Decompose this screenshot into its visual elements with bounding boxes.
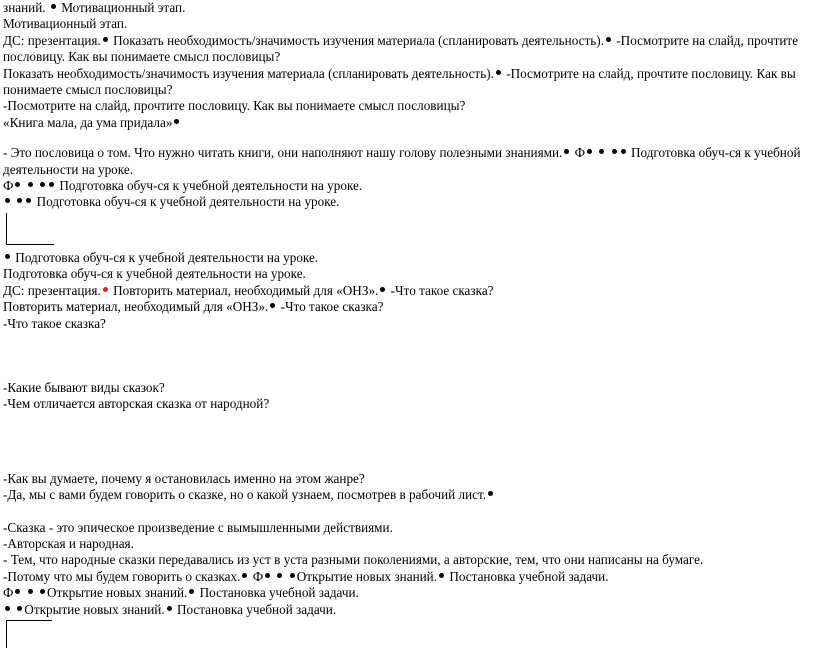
text-fragment: Ф [3, 178, 14, 194]
text-line [3, 487, 809, 503]
text-fragment: Постановка учебной задачи. [199, 585, 359, 601]
text-line [3, 471, 809, 487]
bullet-icon [5, 254, 10, 259]
bullet-icon [28, 589, 33, 594]
bullet-icon [28, 182, 33, 187]
text-fragment: - Тем, что народные сказки передавались из уст в уста разными поколениями, а авторские, тем, что они написаны на бумаге. [3, 552, 704, 568]
text-fragment: -Потому что мы будем говорить о сказках. [3, 568, 241, 584]
text-line [3, 283, 809, 299]
text-paragraph [3, 145, 809, 178]
text-fragment: Ф [574, 145, 586, 161]
text-line [3, 316, 809, 332]
text-fragment: -Как вы думаете, почему я остановилась именно на этом жанре? [3, 470, 365, 486]
text-fragment: Подготовка обуч-ся к учебной деятельности на уроке. [36, 194, 340, 210]
text-fragment: -Что такое сказка? [3, 315, 106, 331]
bullet-icon [51, 4, 56, 9]
bullet-icon [174, 119, 179, 124]
bullet-icon [40, 589, 45, 594]
text-fragment: -Посмотрите на слайд, прочтите пословицу. Как вы понимаете смысл пословицы? [3, 65, 796, 98]
text-fragment: Подготовка обуч-ся к учебной деятельности на уроке. [59, 178, 363, 194]
text-fragment: Ф [252, 568, 264, 584]
bullet-icon [496, 70, 501, 75]
bullet-icon [5, 198, 10, 203]
text-line [3, 380, 809, 396]
text-fragment: Повторить материал, необходимый для «ОНЗ». [113, 282, 379, 298]
text-line [3, 194, 809, 210]
empty-frame [3, 213, 809, 250]
text-fragment: -Посмотрите на слайд, прочтите пословицу. Как вы понимаете смысл пословицы? [3, 32, 799, 65]
text-line [3, 585, 809, 601]
bullet-icon [439, 573, 444, 578]
bullet-icon [167, 606, 172, 611]
bullet-icon [15, 589, 20, 594]
proverb-quote: «Книга мала, да ума придала» [3, 114, 173, 130]
text-line [3, 0, 809, 16]
text-fragment: ДС: презентация. [3, 32, 101, 48]
text-line [3, 552, 809, 568]
bullet-icon [277, 573, 282, 578]
bullet-icon [17, 606, 22, 611]
text-fragment: Подготовка обуч-ся к учебной деятельности на уроке. [3, 145, 801, 177]
bullet-icon [189, 589, 194, 594]
document-body [3, 0, 809, 648]
bullet-icon [242, 573, 247, 578]
empty-frame [3, 618, 809, 648]
bullet-icon [17, 198, 22, 203]
text-fragment: Подготовка обуч-ся к учебной деятельности на уроке. [3, 266, 306, 282]
text-line [3, 602, 809, 618]
red-bullet-icon [103, 287, 108, 292]
text-paragraph [3, 66, 809, 99]
bullet-icon [26, 198, 31, 203]
text-line [3, 178, 809, 194]
text-fragment: -Да, мы с вами будем говорить о сказке, но о какой узнаем, посмотрев в рабочий лист. [3, 487, 487, 503]
bullet-icon [380, 287, 385, 292]
text-fragment: ДС: презентация. [3, 282, 101, 298]
text-fragment: -Чем отличается авторская сказка от народной? [3, 396, 270, 412]
bullet-icon [621, 149, 626, 154]
text-fragment: -Авторская и народная. [3, 535, 134, 551]
text-line [3, 299, 809, 315]
text-line [3, 266, 809, 282]
bullet-icon [103, 37, 108, 42]
bullet-icon [488, 491, 493, 496]
bullet-icon [587, 149, 592, 154]
text-fragment: Показать необходимость/значимость изучения материала (спланировать деятельность). [3, 65, 494, 81]
text-line [3, 520, 809, 536]
text-fragment: - Это пословица о том. Что нужно читать книги, они наполняют нашу голову полезными знаниями. [3, 145, 563, 161]
bullet-icon [40, 182, 45, 187]
text-line [3, 396, 809, 412]
text-line [3, 16, 809, 32]
text-fragment: Мотивационный этап. [61, 0, 186, 15]
text-fragment: -Что такое сказка? [280, 299, 384, 315]
bullet-icon [612, 149, 617, 154]
bullet-icon [270, 303, 275, 308]
text-paragraph [3, 33, 809, 66]
text-fragment: -Сказка - это эпическое произведение с вымышленными действиями. [3, 519, 393, 535]
text-fragment: Подготовка обуч-ся к учебной деятельности на уроке. [15, 249, 319, 265]
text-fragment: Открытие новых знаний. [47, 585, 188, 601]
text-fragment: -Какие бывают виды сказок? [3, 379, 165, 395]
text-fragment: Повторить материал, необходимый для «ОНЗ». [3, 299, 269, 315]
text-fragment: Постановка учебной задачи. [176, 601, 337, 617]
bullet-icon [15, 182, 20, 187]
text-fragment: Открытие новых знаний. [24, 601, 165, 617]
text-line [3, 569, 809, 585]
bullet-icon [599, 149, 604, 154]
text-fragment: Открытие новых знаний. [296, 568, 438, 584]
text-line [3, 98, 809, 114]
text-fragment: -Посмотрите на слайд, прочтите пословицу. Как вы понимаете смысл пословицы? [3, 98, 466, 114]
text-fragment: Постановка учебной задачи. [449, 568, 609, 584]
bullet-icon [564, 149, 569, 154]
bullet-icon [49, 182, 54, 187]
bullet-icon [265, 573, 270, 578]
text-fragment: Показать необходимость/значимость изучения материала (спланировать деятельность). [113, 32, 604, 48]
bullet-icon [5, 606, 10, 611]
text-line [3, 250, 809, 266]
text-fragment: Ф [3, 585, 14, 601]
text-fragment: знаний. [3, 0, 46, 15]
bullet-icon [290, 573, 295, 578]
text-fragment: -Что такое сказка? [390, 282, 494, 298]
text-fragment: Мотивационный этап. [3, 16, 128, 32]
text-line [3, 115, 809, 131]
bullet-icon [606, 37, 611, 42]
text-line [3, 536, 809, 552]
